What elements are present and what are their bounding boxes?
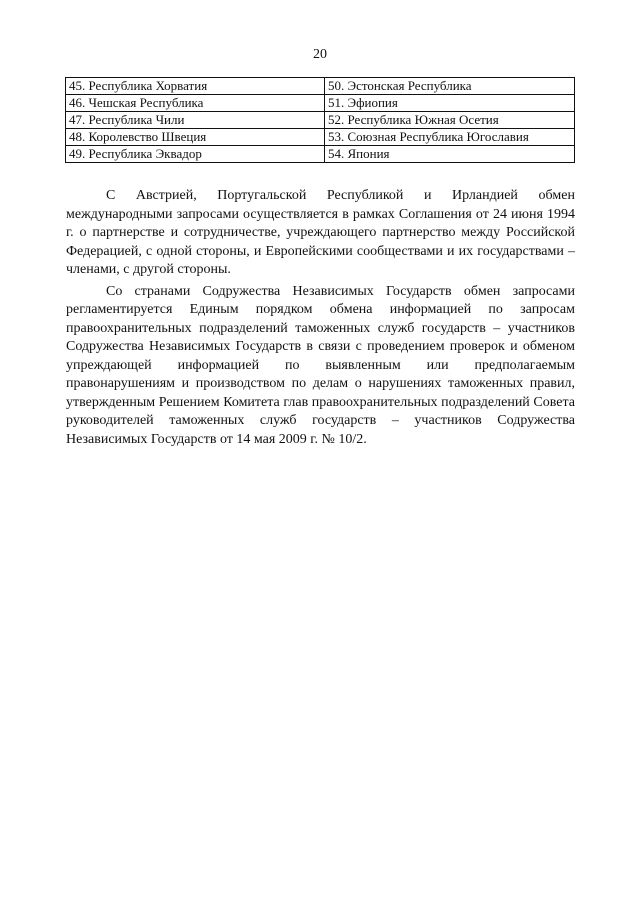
table-cell-right: 52. Республика Южная Осетия	[325, 112, 575, 129]
table-cell-right: 54. Япония	[325, 146, 575, 163]
table-cell-right: 50. Эстонская Республика	[325, 78, 575, 95]
countries-table	[65, 77, 575, 163]
table-row	[66, 95, 575, 112]
table-cell-left: 45. Республика Хорватия	[66, 78, 325, 95]
table-cell-right: 53. Союзная Республика Югославия	[325, 129, 575, 146]
table-cell-right: 51. Эфиопия	[325, 95, 575, 112]
paragraph-agreement-eu: С Австрией, Португальской Республикой и Ирландией обмен международными запросами осуществляется в рамках Соглашения от 24 июня 1994 г. о партнерстве и сотрудничестве, учреждающего партнерство между Российской Федерацией, с одной стороны, и Европейскими сообществами и их государствами – членами, с другой стороны.	[66, 188, 575, 277]
table-row	[66, 129, 575, 146]
table-cell-left: 47. Республика Чили	[66, 112, 325, 129]
document-body	[66, 187, 575, 452]
page-number: 20	[313, 47, 327, 62]
table-row	[66, 112, 575, 129]
table-cell-left: 46. Чешская Республика	[66, 95, 325, 112]
table-row	[66, 78, 575, 95]
table-cell-left: 49. Республика Эквадор	[66, 146, 325, 163]
paragraph-cis-procedure: Со странами Содружества Независимых Государств обмен запросами регламентируется Единым порядком обмена информацией по запросам правоохранительных подразделений таможенных служб государств – участников Содружества Независимых Государств в связи с проведением проверок и обменом упреждающей информацией по выявленным или предполагаемым правонарушениям и производством по делам о нарушениях таможенных правил, утвержденным Решением Комитета глав правоохранительных подразделений Совета руководителей таможенных служб государств – участников Содружества Независимых Государств от 14 мая 2009 г. № 10/2.	[66, 283, 575, 447]
table-cell-left: 48. Королевство Швеция	[66, 129, 325, 146]
table-row	[66, 146, 575, 163]
